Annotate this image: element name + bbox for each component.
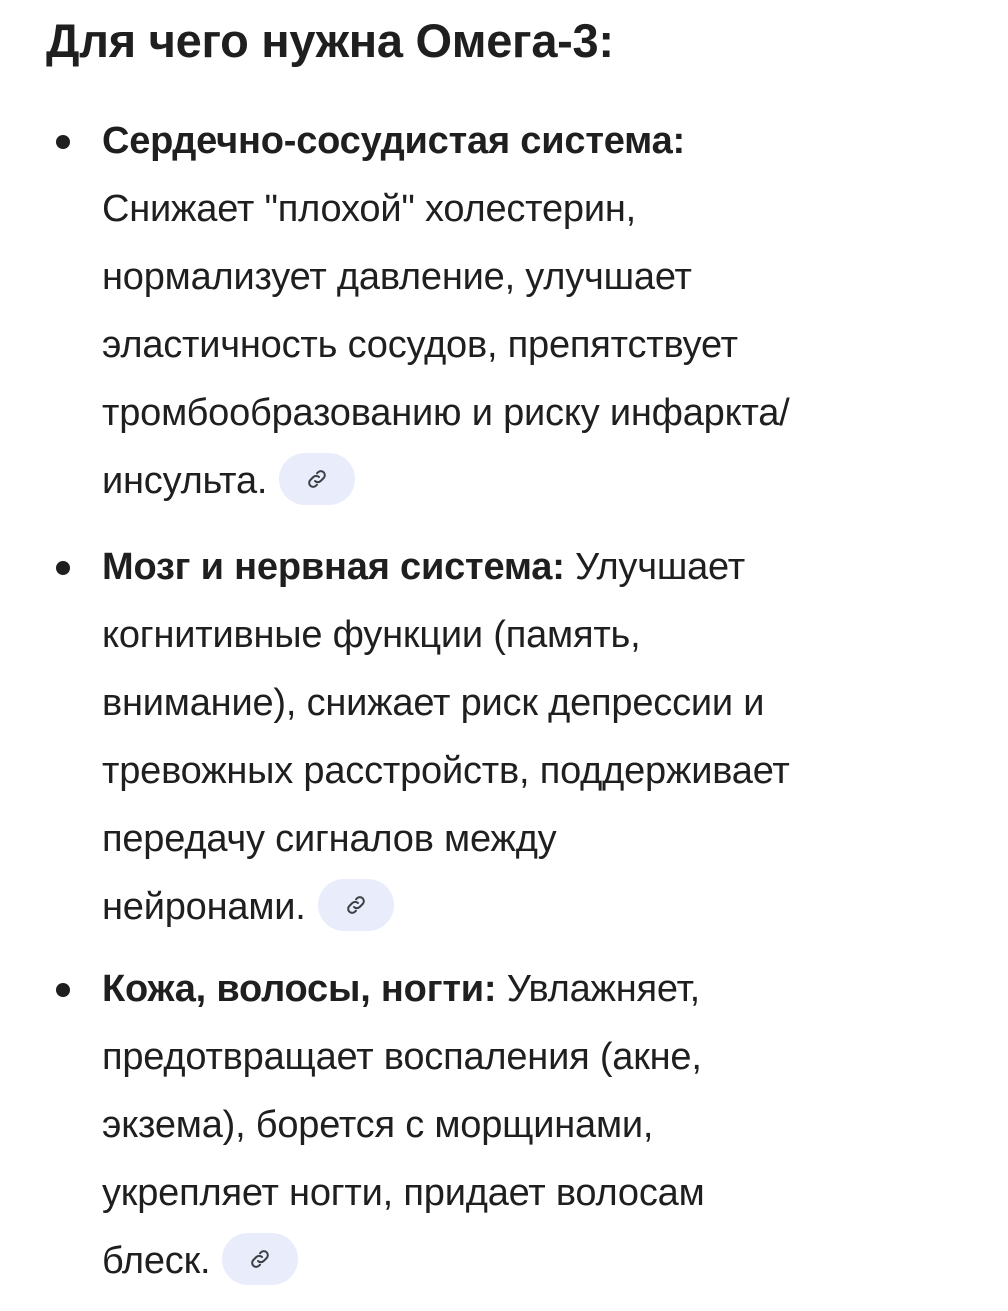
item-text-line-last bbox=[102, 447, 952, 515]
item-text-line: тромбообразованию и риску инфаркта/ bbox=[102, 392, 790, 434]
item-text-end: нейронами. bbox=[102, 886, 306, 928]
page-title: Для чего нужна Омега-3: bbox=[46, 14, 614, 67]
item-text-end: блеск. bbox=[102, 1240, 211, 1282]
bullet-dot bbox=[56, 135, 70, 149]
item-heading-tail: Улучшает bbox=[564, 546, 745, 588]
item-text-line: тревожных расстройств, поддерживает bbox=[102, 750, 790, 792]
bullet-dot bbox=[56, 983, 70, 997]
item-text-line: нормализует давление, улучшает bbox=[102, 256, 692, 298]
list-item-skin bbox=[102, 955, 952, 1295]
item-heading-line bbox=[102, 533, 952, 601]
item-text-line: экзема), борется с морщинами, bbox=[102, 1104, 654, 1146]
item-heading: Сердечно-сосудистая система: bbox=[102, 120, 685, 162]
list-item-cardiovascular bbox=[102, 107, 952, 515]
link-icon bbox=[248, 1247, 272, 1271]
item-heading: Мозг и нервная система: bbox=[102, 546, 565, 588]
item-text-line: эластичность сосудов, препятствует bbox=[102, 324, 738, 366]
source-link-button[interactable] bbox=[222, 1233, 298, 1285]
item-text-end: инсульта. bbox=[102, 460, 268, 502]
bullet-dot bbox=[56, 561, 70, 575]
item-text-line: Снижает "плохой" холестерин, bbox=[102, 188, 636, 230]
item-text-line: передачу сигналов между bbox=[102, 818, 557, 860]
item-text-line: когнитивные функции (память, bbox=[102, 614, 641, 656]
item-text-line-last bbox=[102, 873, 952, 941]
link-icon bbox=[305, 467, 329, 491]
item-text-line-last bbox=[102, 1227, 952, 1295]
item-text-line: внимание), снижает риск депрессии и bbox=[102, 682, 765, 724]
item-text-line: предотвращает воспаления (акне, bbox=[102, 1036, 702, 1078]
list-item-brain bbox=[102, 533, 952, 941]
item-heading-tail: Увлажняет, bbox=[496, 968, 700, 1010]
item-heading: Кожа, волосы, ногти: bbox=[102, 968, 497, 1010]
item-heading-line bbox=[102, 107, 952, 175]
item-text-line: укрепляет ногти, придает волосам bbox=[102, 1172, 705, 1214]
source-link-button[interactable] bbox=[318, 879, 394, 931]
source-link-button[interactable] bbox=[279, 453, 355, 505]
item-heading-line bbox=[102, 955, 952, 1023]
link-icon bbox=[344, 893, 368, 917]
